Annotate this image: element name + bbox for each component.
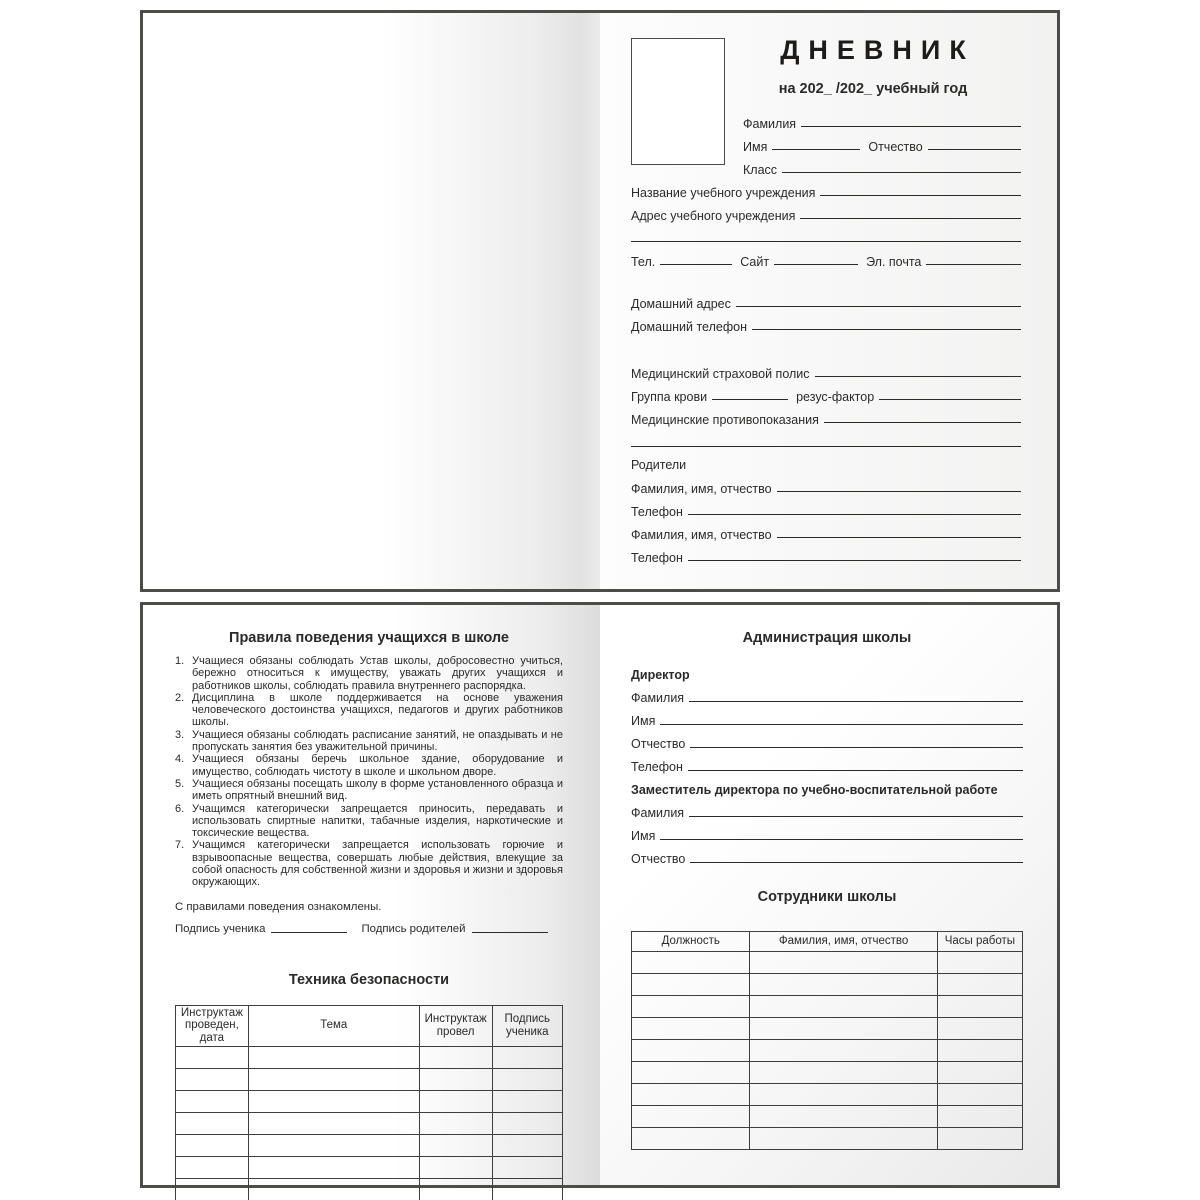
field-med-policy — [631, 357, 1021, 380]
field-name-patronymic — [743, 130, 1021, 153]
field-school-name — [631, 176, 1021, 199]
field-label: Группа крови — [631, 389, 708, 404]
student-signature-label: Подпись ученика — [175, 922, 266, 935]
rule-number: 3. — [175, 728, 185, 741]
field-label: Фамилия — [743, 116, 797, 131]
photo-box — [631, 38, 725, 165]
empty-table-cell — [750, 995, 937, 1017]
empty-table-cell — [937, 1127, 1022, 1149]
empty-table-cell — [492, 1047, 562, 1069]
rule-number: 5. — [175, 777, 185, 790]
cover-title-block — [725, 35, 1021, 97]
field-label: Домашний адрес — [631, 296, 731, 311]
field-line — [689, 701, 1023, 702]
field-label: Эл. почта — [866, 254, 922, 269]
empty-table-cell — [492, 1091, 562, 1113]
empty-table-cell — [632, 1039, 750, 1061]
empty-table-cell — [937, 1083, 1022, 1105]
staff-col-header: Должность — [632, 931, 750, 951]
administration-title: Администрация школы — [742, 630, 912, 646]
student-name-fields — [743, 107, 1021, 176]
field-line — [824, 422, 1021, 423]
safety-table — [175, 1005, 563, 1200]
cover-title-page — [600, 13, 1057, 589]
administration-page — [600, 605, 1057, 1185]
field-label: Имя — [743, 139, 768, 154]
field-line — [660, 264, 732, 265]
safety-col-header: Инструктаж провел — [419, 1005, 492, 1047]
empty-table-cell — [937, 995, 1022, 1017]
empty-table-row — [632, 1061, 1023, 1083]
empty-table-cell — [419, 1113, 492, 1135]
empty-table-cell — [176, 1135, 249, 1157]
rule-number: 6. — [175, 802, 185, 815]
empty-table-cell — [750, 1083, 937, 1105]
field-parent-fio — [631, 518, 1021, 541]
empty-table-cell — [937, 1017, 1022, 1039]
field-parent-phone — [631, 541, 1021, 564]
rule-item — [175, 753, 563, 778]
empty-table-cell — [750, 1105, 937, 1127]
safety-col-header: Подпись ученика — [492, 1005, 562, 1047]
field-continuation-line — [631, 222, 1021, 245]
field-deputy-patronymic — [631, 843, 1023, 866]
staff-table-header-row — [632, 931, 1023, 951]
safety-col-header: Инструктаж проведен, дата — [176, 1005, 249, 1047]
empty-table-row — [176, 1113, 563, 1135]
empty-table-cell — [937, 973, 1022, 995]
field-line — [782, 172, 1021, 173]
field-director-patronymic — [631, 728, 1023, 751]
empty-table-row — [632, 951, 1023, 973]
rule-text: Учащиеся обязаны соблюдать расписание занятий, не опаздывать и не пропускать занятия без уважительной причины. — [192, 728, 563, 754]
rule-text: Учащиеся обязаны соблюдать Устав школы, добросовестно учиться, бережно относиться к имуществу, уважать других учащихся и работников школы, соблюдать правила внутреннего распорядка. — [192, 654, 563, 692]
empty-table-cell — [750, 1061, 937, 1083]
empty-table-row — [176, 1135, 563, 1157]
empty-table-cell — [750, 951, 937, 973]
empty-table-row — [632, 1083, 1023, 1105]
empty-table-cell — [632, 1061, 750, 1083]
rule-text: Учащимся категорически запрещается использовать горючие и взрывоопасные вещества, совершать любые действия, влекущие за собой опасность для собственной жизни и здоровья и жизни и здоровья окружающих. — [192, 839, 563, 889]
field-label: Имя — [631, 714, 656, 729]
field-line — [688, 770, 1023, 771]
field-label: Имя — [631, 829, 656, 844]
field-label: Медицинские противопоказания — [631, 412, 819, 427]
empty-table-cell — [248, 1091, 419, 1113]
empty-table-cell — [176, 1047, 249, 1069]
empty-table-cell — [632, 995, 750, 1017]
empty-table-cell — [248, 1179, 419, 1200]
signature-line — [271, 932, 347, 933]
field-label: Телефон — [631, 760, 683, 775]
empty-table-row — [176, 1157, 563, 1179]
rule-text: Учащимся категорически запрещается приносить, передавать и использовать спиртные напитки, табачные изделия, наркотические и токсические вещества. — [192, 802, 563, 840]
spacer — [631, 333, 1021, 357]
empty-table-row — [176, 1047, 563, 1069]
parents-signature-label: Подпись родителей — [361, 922, 466, 935]
safety-table-header-row — [176, 1005, 563, 1047]
field-label: Сайт — [740, 254, 770, 269]
field-line — [690, 747, 1023, 748]
staff-table — [631, 931, 1023, 1150]
empty-table-cell — [176, 1113, 249, 1135]
empty-table-cell — [248, 1113, 419, 1135]
cover-spread — [140, 10, 1060, 592]
safety-col-header: Тема — [248, 1005, 419, 1047]
staff-col-header: Фамилия, имя, отчество — [750, 931, 937, 951]
rule-item — [175, 655, 563, 692]
field-label: Фамилия — [631, 806, 685, 821]
empty-table-cell — [937, 1105, 1022, 1127]
field-label: Отчество — [631, 852, 686, 867]
field-label: Отчество — [631, 737, 686, 752]
rule-text: Учащиеся обязаны посещать школу в форме установленного образца и иметь опрятный внешний вид. — [192, 777, 563, 803]
rule-text: Учащиеся обязаны беречь школьное здание, оборудование и имущество, соблюдать чистоту в школе и школьном дворе. — [192, 753, 563, 778]
rules-title: Правила поведения учащихся в школе — [229, 630, 509, 646]
field-line — [800, 218, 1021, 219]
rule-text: Дисциплина в школе поддерживается на основе уважения человеческого достоинства учащихся, педагогов и других работников школы. — [192, 691, 563, 729]
empty-table-cell — [248, 1157, 419, 1179]
field-label: Фамилия — [631, 691, 685, 706]
empty-table-cell — [176, 1091, 249, 1113]
field-label: Отчество — [868, 139, 923, 154]
field-line — [801, 126, 1021, 127]
field-label: Фамилия, имя, отчество — [631, 527, 772, 542]
empty-table-cell — [632, 1083, 750, 1105]
rule-item — [175, 729, 563, 754]
empty-table-cell — [937, 1061, 1022, 1083]
field-director-surname — [631, 682, 1023, 705]
field-school-address — [631, 199, 1021, 222]
empty-table-cell — [492, 1157, 562, 1179]
field-label: Класс — [743, 162, 778, 177]
diary-title: ДНЕВНИК — [780, 35, 975, 65]
field-class — [743, 153, 1021, 176]
cover-main-fields — [631, 176, 1021, 564]
empty-table-cell — [632, 951, 750, 973]
field-label: Телефон — [631, 550, 683, 565]
empty-table-row — [632, 995, 1023, 1017]
empty-table-cell — [492, 1113, 562, 1135]
field-deputy-surname — [631, 797, 1023, 820]
field-label: Родители — [631, 458, 687, 472]
empty-table-cell — [750, 1127, 937, 1149]
empty-table-cell — [248, 1135, 419, 1157]
empty-table-row — [176, 1179, 563, 1200]
field-label: Домашний телефон — [631, 319, 747, 334]
empty-table-cell — [248, 1069, 419, 1091]
diary-subtitle: на 202_ /202_ учебный год — [778, 81, 968, 97]
rules-acknowledgement: С правилами поведения ознакомлены. — [175, 900, 382, 913]
empty-table-cell — [632, 973, 750, 995]
empty-table-row — [176, 1069, 563, 1091]
rule-item — [175, 692, 563, 729]
rule-number: 1. — [175, 654, 185, 667]
field-label: Адрес учебного учреждения — [631, 208, 796, 223]
empty-table-cell — [419, 1091, 492, 1113]
rule-item — [175, 803, 563, 840]
safety-title: Техника безопасности — [288, 971, 450, 988]
field-home-address — [631, 287, 1021, 310]
empty-table-cell — [492, 1179, 562, 1200]
heading-label: Заместитель директора по учебно-воспитательной работе — [631, 782, 998, 797]
rule-item — [175, 839, 563, 888]
rule-number: 2. — [175, 691, 185, 704]
field-label: Фамилия, имя, отчество — [631, 481, 772, 496]
field-line — [688, 514, 1021, 515]
empty-table-cell — [632, 1105, 750, 1127]
empty-table-cell — [492, 1135, 562, 1157]
empty-table-cell — [419, 1135, 492, 1157]
rules-content — [175, 631, 563, 1200]
field-label: резус-фактор — [796, 389, 875, 404]
field-home-phone — [631, 310, 1021, 333]
field-line — [879, 399, 1021, 400]
field-parent-phone — [631, 495, 1021, 518]
field-director-name — [631, 705, 1023, 728]
empty-table-row — [632, 1039, 1023, 1061]
field-line — [815, 376, 1021, 377]
empty-table-cell — [750, 1017, 937, 1039]
field-line — [774, 264, 858, 265]
field-line — [926, 264, 1021, 265]
empty-table-cell — [419, 1157, 492, 1179]
cover-left-blank-page — [143, 13, 600, 589]
heading-label: Директор — [631, 667, 690, 682]
signature-line — [472, 932, 548, 933]
signature-row — [175, 923, 563, 935]
field-label: Телефон — [631, 504, 683, 519]
empty-table-cell — [750, 1039, 937, 1061]
rule-number: 7. — [175, 839, 185, 852]
empty-table-cell — [419, 1069, 492, 1091]
field-label: Медицинский страховой полис — [631, 366, 810, 381]
field-line — [660, 839, 1023, 840]
field-line — [631, 241, 1021, 242]
empty-table-cell — [176, 1157, 249, 1179]
empty-table-cell — [248, 1047, 419, 1069]
field-line — [820, 195, 1021, 196]
staff-col-header: Часы работы — [937, 931, 1022, 951]
field-tel-site-email — [631, 245, 1021, 268]
field-director-phone — [631, 751, 1023, 774]
field-line — [690, 862, 1023, 863]
field-line — [631, 446, 1021, 447]
empty-table-cell — [937, 951, 1022, 973]
empty-table-row — [632, 1105, 1023, 1127]
empty-table-cell — [419, 1047, 492, 1069]
field-line — [688, 560, 1021, 561]
empty-table-row — [632, 1127, 1023, 1149]
empty-table-cell — [750, 973, 937, 995]
staff-title: Сотрудники школы — [757, 888, 897, 905]
deputy-heading — [631, 774, 1023, 797]
empty-table-row — [176, 1091, 563, 1113]
administration-content — [631, 631, 1023, 1150]
field-line — [928, 149, 1021, 150]
rules-list — [175, 655, 563, 889]
spacer — [631, 268, 1021, 287]
empty-table-row — [632, 973, 1023, 995]
empty-table-cell — [492, 1069, 562, 1091]
empty-table-cell — [632, 1017, 750, 1039]
empty-table-cell — [632, 1127, 750, 1149]
field-blood-rh — [631, 380, 1021, 403]
field-line — [772, 149, 860, 150]
field-deputy-name — [631, 820, 1023, 843]
parents-heading — [631, 450, 1021, 472]
field-line — [777, 537, 1021, 538]
field-continuation-line — [631, 426, 1021, 450]
field-parent-fio — [631, 472, 1021, 495]
field-surname — [743, 107, 1021, 130]
field-line — [752, 329, 1021, 330]
empty-table-cell — [937, 1039, 1022, 1061]
rules-page — [143, 605, 600, 1185]
empty-table-cell — [176, 1179, 249, 1200]
field-line — [660, 724, 1023, 725]
empty-table-cell — [176, 1069, 249, 1091]
field-line — [712, 399, 788, 400]
rule-number: 4. — [175, 753, 185, 766]
field-med-contraindications — [631, 403, 1021, 426]
empty-table-cell — [419, 1179, 492, 1200]
rule-item — [175, 778, 563, 803]
inner-spread — [140, 602, 1060, 1188]
empty-table-row — [632, 1017, 1023, 1039]
field-line — [736, 306, 1021, 307]
field-label: Название учебного учреждения — [631, 185, 816, 200]
field-line — [689, 816, 1023, 817]
field-label: Тел. — [631, 254, 656, 269]
director-heading — [631, 661, 1023, 682]
field-line — [777, 491, 1021, 492]
